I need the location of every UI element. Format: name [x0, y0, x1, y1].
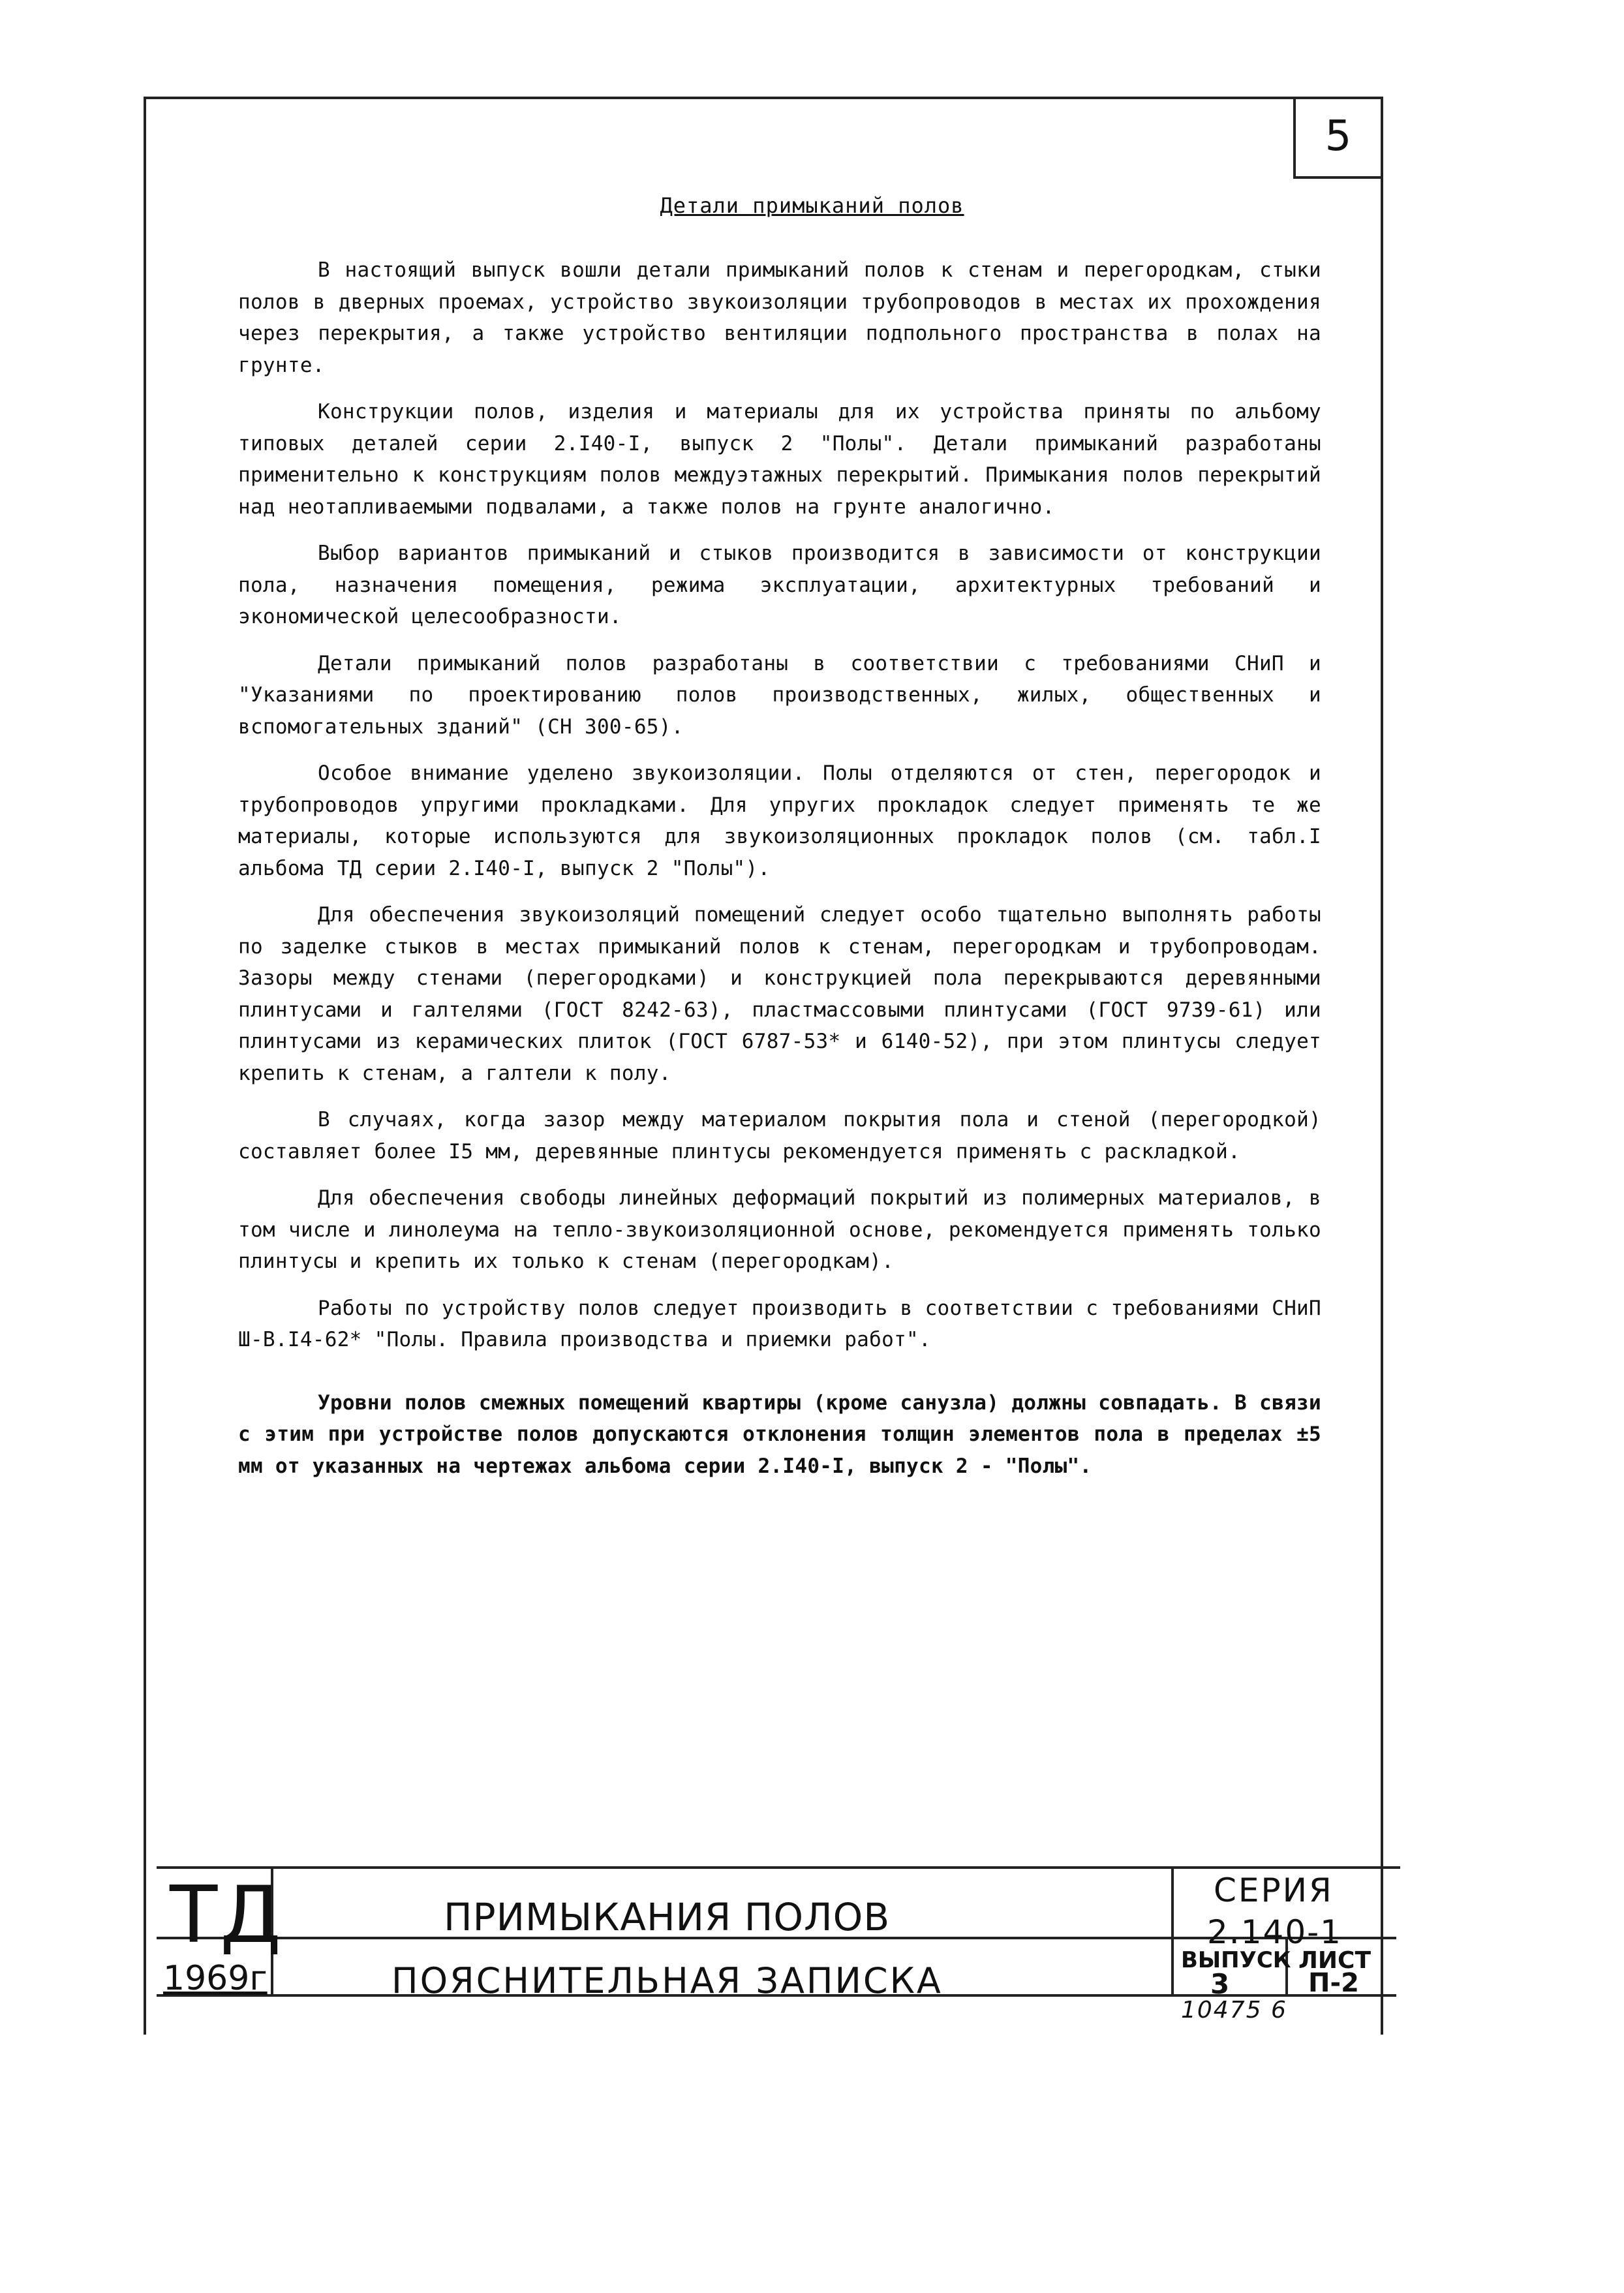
- handwritten-note: 10475 6: [1181, 1997, 1287, 2024]
- paragraph: Детали примыканий полов разработаны в соответствии с требованиями СНиП и "Указаниями по проектированию полов производственных, жилых, общественных и вспомогательных зданий" (СН 300-65).: [238, 651, 1321, 739]
- divider: [1171, 1869, 1174, 1994]
- paragraph: Для обеспечения звукоизоляций помещений следует особо тщательно выполнять работы по заделке стыков в местах примыканий полов к стенам, перегородкам и трубопроводам. Зазоры между стенами (перегородками) и конструкцией пола перекрываются деревянными плинтусами и галтелями (ГОСТ 8242-63), пластмассовыми плинтусами (ГОСТ 9739-61) или плинтусами из керамических плиток (ГОСТ 6787-53* и 6140-52), при этом плинтусы следует крепить к стенам, а галтели к полу.: [238, 903, 1321, 1085]
- title-block-subtitle: ПОЯСНИТЕЛЬНАЯ ЗАПИСКА: [391, 1960, 943, 2001]
- issue-label: ВЫПУСК: [1181, 1947, 1291, 1973]
- note-paragraph: Уровни полов смежных помещений квартиры (кроме санузла) должны совпадать. В связи с этим при устройстве полов допускаются отклонения толщин элементов пола в пределах ±5 мм от указанных на чертежах альбома серии 2.I40-I, выпуск 2 - "Полы".: [238, 1391, 1321, 1478]
- document-title: Детали примыканий полов: [660, 193, 964, 218]
- document-body: [238, 254, 1321, 1497]
- sheet-label: ЛИСТ: [1298, 1947, 1371, 1974]
- page-number-box: [1293, 97, 1381, 179]
- page-number: 5: [1325, 112, 1352, 161]
- series-label: СЕРИЯ: [1214, 1871, 1334, 1909]
- td-mark: ТД: [170, 1870, 284, 1961]
- paragraph: Особое внимание уделено звукоизоляции. Полы отделяются от стен, перегородок и трубопроводов упругими прокладками. Для упругих прокладок следует применять те же материалы, которые используются для звукоизоляционных прокладок полов (см. табл.I альбома ТД серии 2.I40-I, выпуск 2 "Полы").: [238, 762, 1321, 880]
- paragraph: В случаях, когда зазор между материалом покрытия пола и стеной (перегородкой) составляет более I5 мм, деревянные плинтусы рекомендуется применять с раскладкой.: [238, 1108, 1321, 1163]
- sheet-value: П-2: [1308, 1968, 1359, 1998]
- paragraph: Работы по устройству полов следует производить в соответствии с требованиями СНиП Ш-В.I4-62* "Полы. Правила производства и приемки работ".: [238, 1296, 1321, 1351]
- title-block: [157, 1866, 1396, 2001]
- paragraph: Конструкции полов, изделия и материалы для их устройства приняты по альбому типовых деталей серии 2.I40-I, выпуск 2 "Полы". Детали примыканий разработаны применительно к конструкциям полов междуэтажных перекрытий. Примыкания полов перекрытий над неотапливаемыми подвалами, а также полов на грунте аналогично.: [238, 400, 1321, 519]
- year: 1969г: [163, 1959, 268, 1998]
- series-value: 2.140-1: [1207, 1913, 1342, 1951]
- paragraph: Выбор вариантов примыканий и стыков производится в зависимости от конструкции пола, назначения помещения, режима эксплуатации, архитектурных требований и экономической целесообразности.: [238, 542, 1321, 628]
- title-block-title: ПРИМЫКАНИЯ ПОЛОВ: [444, 1895, 891, 1939]
- paragraph: Для обеспечения свободы линейных деформаций покрытий из полимерных материалов, в том числе и линолеума на тепло-звукоизоляционной основе, рекомендуется применять только плинтусы и крепить их только к стенам (перегородкам).: [238, 1186, 1321, 1273]
- paragraph: В настоящий выпуск вошли детали примыканий полов к стенам и перегородкам, стыки полов в дверных проемах, устройство звукоизоляции трубопроводов в местах их прохождения через перекрытия, а также устройство вентиляции подпольного пространства в полах на грунте.: [238, 258, 1321, 377]
- issue-value: 3: [1210, 1968, 1230, 2000]
